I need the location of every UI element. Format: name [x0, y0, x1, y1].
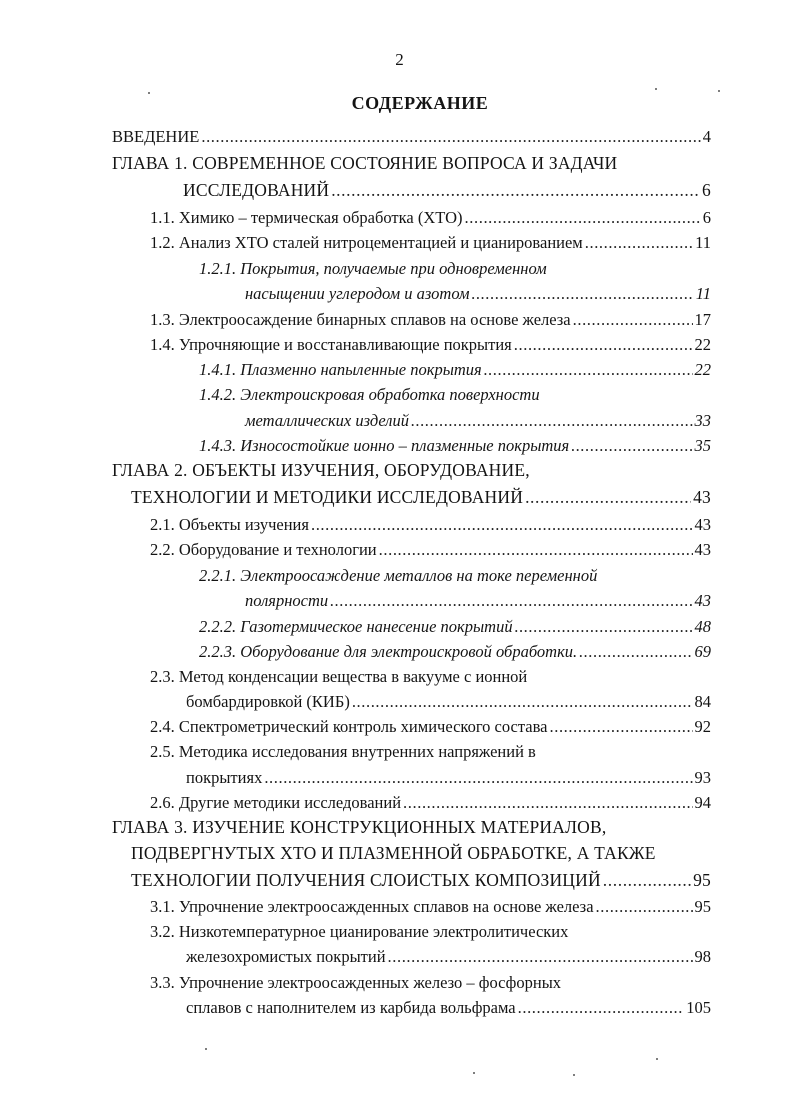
scan-speck — [573, 1074, 575, 1076]
toc-page-number: 95 — [694, 897, 711, 916]
page-title: СОДЕРЖАНИЕ — [351, 93, 489, 113]
scan-speck — [718, 90, 720, 92]
toc-chapter-1 — [183, 180, 711, 201]
leader-dots — [579, 642, 692, 662]
toc-subsection-1-4-2-line-1: 1.4.2. Электроискровая обработка поверхности — [199, 385, 540, 404]
toc-subsection-1-4-2 — [245, 411, 711, 431]
toc-section-3-3 — [186, 998, 711, 1018]
toc-entry-text: железохромистых покрытий — [186, 947, 386, 966]
toc-entry-text: ИССЛЕДОВАНИЙ — [183, 180, 330, 200]
leader-dots — [550, 717, 693, 737]
toc-entry-text: 3.1. Упрочнение электроосажденных сплавов на основе железа — [150, 897, 594, 916]
leader-dots — [585, 233, 693, 253]
page-number: 2 — [395, 50, 404, 69]
leader-dots — [596, 897, 693, 917]
leader-dots — [571, 436, 692, 456]
leader-dots — [515, 617, 693, 637]
leader-dots — [331, 180, 700, 201]
leader-dots — [403, 793, 692, 813]
toc-subsection-1-4-1 — [199, 360, 711, 380]
toc-page-number: 17 — [694, 310, 711, 329]
toc-entry-text: ТЕХНОЛОГИИ ПОЛУЧЕНИЯ СЛОИСТЫХ КОМПОЗИЦИЙ — [131, 870, 601, 890]
toc-chapter-3-line-1: ГЛАВА 3. ИЗУЧЕНИЕ КОНСТРУКЦИОННЫХ МАТЕРИАЛОВ, — [112, 817, 607, 837]
toc-entry-text: ТЕХНОЛОГИИ И МЕТОДИКИ ИССЛЕДОВАНИЙ — [131, 487, 524, 507]
toc-chapter-1-line-1: ГЛАВА 1. СОВРЕМЕННОЕ СОСТОЯНИЕ ВОПРОСА И ЗАДАЧИ — [112, 153, 618, 173]
leader-dots — [603, 870, 691, 891]
toc-page-number: 43 — [693, 487, 711, 507]
toc-entry-text: металлических изделий — [245, 411, 409, 430]
toc-section-2-2 — [150, 540, 711, 560]
toc-page-number: 11 — [695, 284, 711, 303]
toc-entry-text: 2.2.2. Газотермическое нанесение покрытий — [199, 617, 513, 636]
toc-page-number: 105 — [686, 998, 711, 1017]
toc-entry-text: 1.3. Электроосаждение бинарных сплавов на основе железа — [150, 310, 571, 329]
toc-subsection-1-2-1 — [245, 284, 711, 304]
toc-page-number: 84 — [694, 692, 711, 711]
toc-entry-text: сплавов с наполнителем из карбида вольфрама — [186, 998, 516, 1017]
toc-page-number: 4 — [702, 127, 711, 146]
toc-entry-text: 1.4.1. Плазменно напыленные покрытия — [199, 360, 482, 379]
leader-dots — [201, 127, 700, 147]
toc-section-2-4 — [150, 717, 711, 737]
toc-page-number: 92 — [694, 717, 711, 736]
toc-page-number: 94 — [694, 793, 711, 812]
toc-page-number: 33 — [694, 411, 711, 430]
leader-dots — [330, 591, 692, 611]
toc-subsection-1-2-1-line-1: 1.2.1. Покрытия, получаемые при одновременном — [199, 259, 547, 278]
leader-dots — [379, 540, 693, 560]
scan-speck — [205, 1048, 207, 1050]
toc-entry-text: 1.1. Химико – термическая обработка (ХТО) — [150, 208, 463, 227]
toc-entry-text: 2.2.3. Оборудование для электроискровой обработки. — [199, 642, 578, 661]
toc-subsection-2-2-1 — [245, 591, 711, 611]
toc-page-number: 11 — [695, 233, 711, 252]
leader-dots — [525, 487, 691, 508]
toc-page-number: 6 — [702, 208, 711, 227]
toc-entry-text: ВВЕДЕНИЕ — [112, 127, 200, 146]
toc-page-number: 48 — [694, 617, 711, 636]
toc-section-3-3-line-1: 3.3. Упрочнение электроосажденных железо – фосфорных — [150, 973, 562, 992]
leader-dots — [264, 768, 692, 788]
toc-subsection-2-2-1-line-1: 2.2.1. Электроосаждение металлов на токе переменной — [199, 566, 598, 585]
toc-entry-text: 2.1. Объекты изучения — [150, 515, 309, 534]
toc-page-number: 22 — [694, 360, 711, 379]
toc-page-number: 98 — [694, 947, 711, 966]
toc-section-3-1 — [150, 897, 711, 917]
toc-page-number: 69 — [694, 642, 711, 661]
toc-section-3-2 — [186, 947, 711, 967]
toc-subsection-1-4-3 — [199, 436, 711, 456]
toc-page-number: 43 — [694, 591, 711, 610]
toc-section-1-4 — [150, 335, 711, 355]
toc-section-2-3-line-1: 2.3. Метод конденсации вещества в вакууме с ионной — [150, 667, 528, 686]
leader-dots — [573, 310, 693, 330]
scan-speck — [148, 92, 150, 94]
leader-dots — [484, 360, 693, 380]
toc-section-2-5-line-1: 2.5. Методика исследования внутренних напряжений в — [150, 742, 536, 761]
toc-page-number: 6 — [702, 180, 711, 200]
toc-entry-text: 2.2. Оборудование и технологии — [150, 540, 377, 559]
toc-chapter-2 — [131, 487, 711, 508]
scan-speck — [656, 1058, 658, 1060]
toc-subsection-2-2-2 — [199, 617, 711, 637]
toc-entry-text: бомбардировкой (КИБ) — [186, 692, 350, 711]
scan-speck — [473, 1072, 475, 1074]
leader-dots — [352, 692, 693, 712]
leader-dots — [518, 998, 685, 1018]
scan-speck — [655, 88, 657, 90]
toc-page-number: 35 — [694, 436, 711, 455]
toc-entry-text: 1.2. Анализ ХТО сталей нитроцементацией и цианированием — [150, 233, 583, 252]
toc-subsection-2-2-3 — [199, 642, 711, 662]
toc-chapter-3 — [131, 870, 711, 891]
toc-chapter-2-line-1: ГЛАВА 2. ОБЪЕКТЫ ИЗУЧЕНИЯ, ОБОРУДОВАНИЕ, — [112, 460, 530, 480]
toc-chapter-3-line-2: ПОДВЕРГНУТЫХ ХТО И ПЛАЗМЕННОЙ ОБРАБОТКЕ, А ТАКЖЕ — [131, 843, 656, 863]
leader-dots — [471, 284, 693, 304]
toc-entry-text: 1.4.3. Износостойкие ионно – плазменные покрытия — [199, 436, 570, 455]
toc-section-2-3 — [186, 692, 711, 712]
toc-page-number: 95 — [693, 870, 711, 890]
toc-entry-text: покрытиях — [186, 768, 263, 787]
toc-entry-text: 2.6. Другие методики исследований — [150, 793, 402, 812]
toc-entry-text: полярности — [245, 591, 329, 610]
toc-section-1-1 — [150, 208, 711, 228]
toc-page-number: 43 — [694, 540, 711, 559]
toc-section-2-1 — [150, 515, 711, 535]
toc-page-number: 93 — [694, 768, 711, 787]
leader-dots — [411, 411, 693, 431]
toc-section-1-2 — [150, 233, 711, 253]
toc-entry-text: 2.4. Спектрометрический контроль химического состава — [150, 717, 548, 736]
toc-page-number: 43 — [694, 515, 711, 534]
leader-dots — [311, 515, 693, 535]
leader-dots — [388, 947, 693, 967]
toc-page-number: 22 — [694, 335, 711, 354]
toc-entry-text: 1.4. Упрочняющие и восстанавливающие покрытия — [150, 335, 512, 354]
toc-entry-introduction — [112, 127, 711, 147]
leader-dots — [465, 208, 701, 228]
toc-section-3-2-line-1: 3.2. Низкотемпературное цианирование электролитических — [150, 922, 569, 941]
leader-dots — [514, 335, 693, 355]
toc-entry-text: насыщении углеродом и азотом — [245, 284, 470, 303]
toc-section-2-5 — [186, 768, 711, 788]
toc-section-1-3 — [150, 310, 711, 330]
toc-section-2-6 — [150, 793, 711, 813]
